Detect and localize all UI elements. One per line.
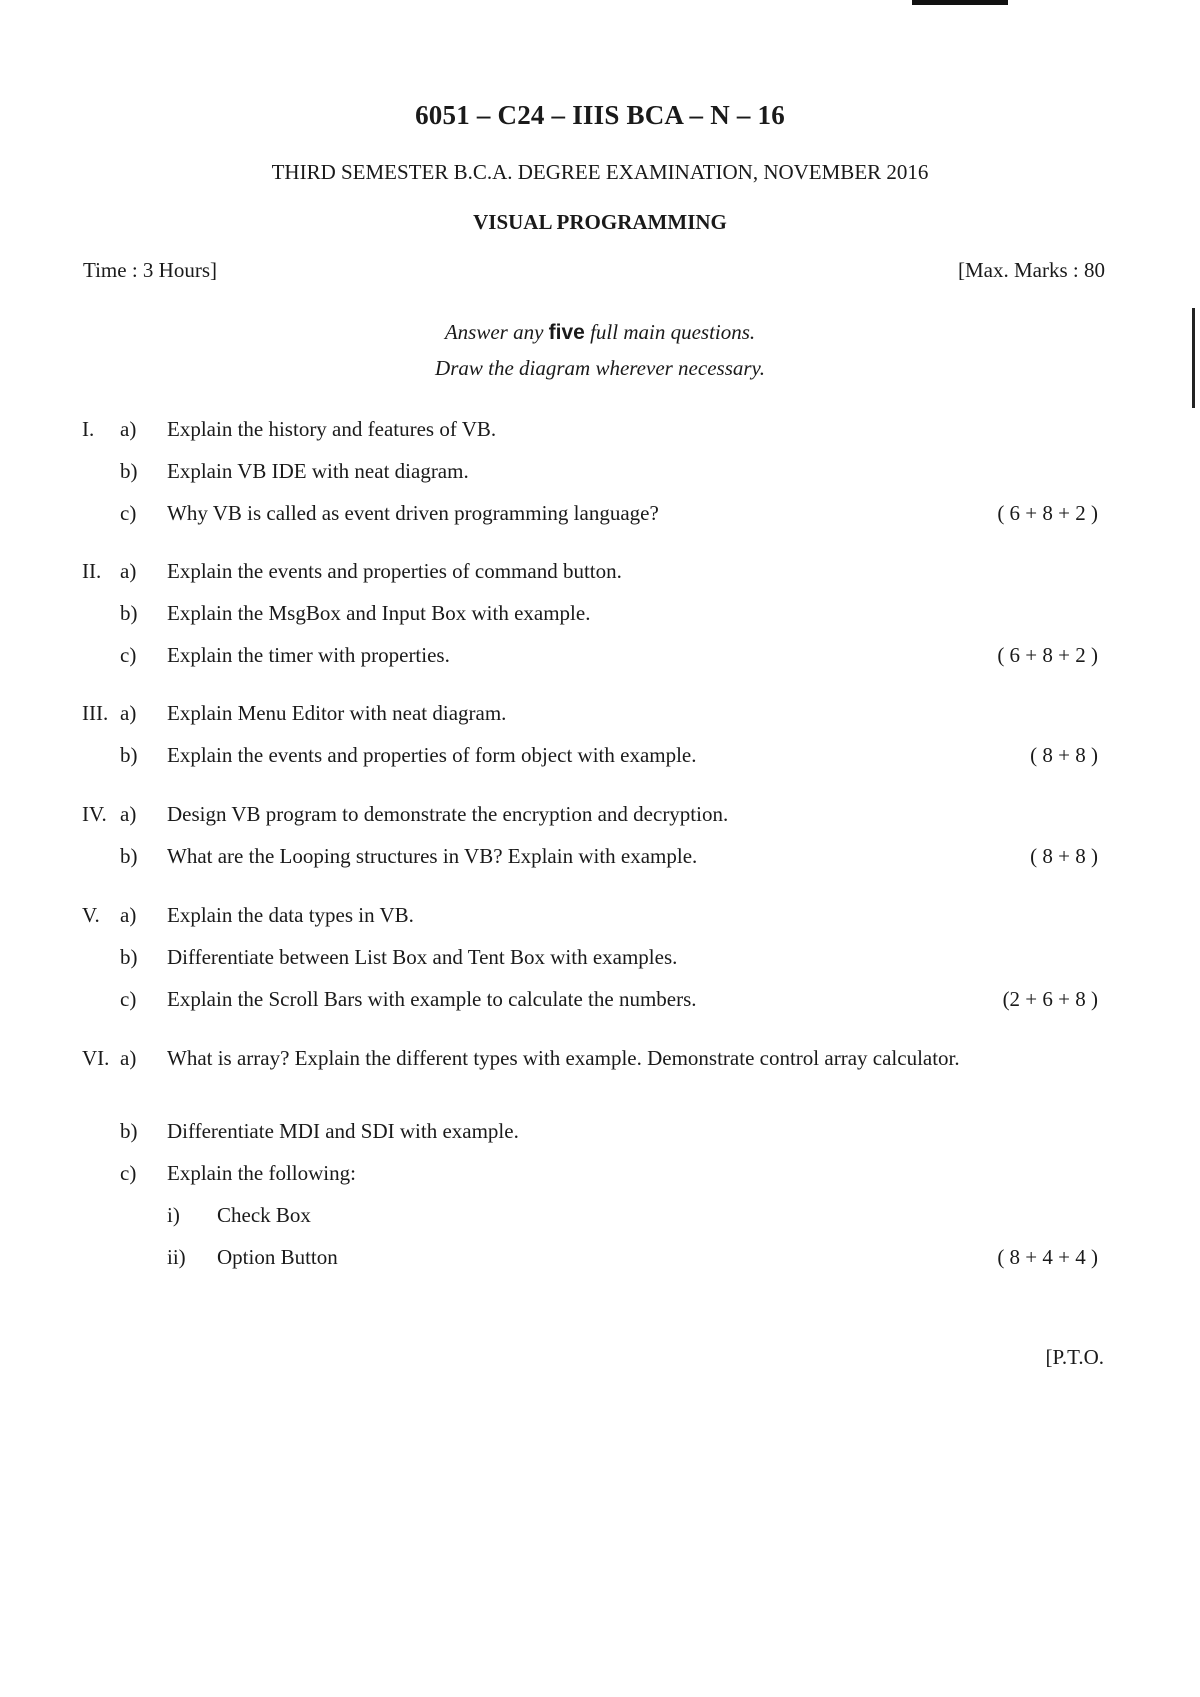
part-label: b) bbox=[120, 743, 138, 767]
instruction-post: full main questions. bbox=[590, 320, 756, 344]
question-text: Explain the timer with properties. bbox=[167, 643, 450, 667]
max-marks: [Max. Marks : 80 bbox=[958, 258, 1105, 282]
part-label: b) bbox=[120, 601, 138, 625]
part-label: c) bbox=[120, 643, 137, 667]
part-label: a) bbox=[120, 417, 137, 441]
question-text: Explain the events and properties of form object with example. bbox=[167, 743, 697, 767]
instruction-line-2: Draw the diagram wherever necessary. bbox=[435, 356, 765, 380]
instruction-bold: five bbox=[548, 321, 585, 344]
marks-split: ( 6 + 8 + 2 ) bbox=[997, 501, 1098, 525]
part-label: b) bbox=[120, 1119, 138, 1143]
question-number: II. bbox=[82, 559, 102, 583]
question-text: Explain the data types in VB. bbox=[167, 903, 414, 927]
time-allowed: Time : 3 Hours] bbox=[83, 258, 217, 282]
marks-split: (2 + 6 + 8 ) bbox=[1002, 987, 1098, 1011]
part-label: a) bbox=[120, 802, 137, 826]
part-label: b) bbox=[120, 945, 138, 969]
question-text: Explain Menu Editor with neat diagram. bbox=[167, 701, 507, 725]
part-label: b) bbox=[120, 844, 138, 868]
marks-split: ( 6 + 8 + 2 ) bbox=[997, 643, 1098, 667]
marks-split: ( 8 + 8 ) bbox=[1030, 844, 1098, 868]
part-label: a) bbox=[120, 1046, 137, 1070]
question-text: Why VB is called as event driven programming language? bbox=[167, 501, 659, 525]
question-text: Explain the following: bbox=[167, 1161, 356, 1185]
instruction-line-1 bbox=[0, 320, 1200, 345]
part-label: c) bbox=[120, 1161, 137, 1185]
part-label: a) bbox=[120, 701, 137, 725]
part-label: b) bbox=[120, 459, 138, 483]
question-number: IV. bbox=[82, 802, 107, 826]
question-number: I. bbox=[82, 417, 95, 441]
question-text: Design VB program to demonstrate the encryption and decryption. bbox=[167, 802, 729, 826]
question-text: What is array? Explain the different types with example. Demonstrate control array calculator. bbox=[167, 1046, 960, 1070]
part-label: c) bbox=[120, 987, 137, 1011]
subpart-text: Check Box bbox=[217, 1203, 311, 1227]
question-text: Explain the events and properties of command button. bbox=[167, 559, 622, 583]
question-text: Differentiate between List Box and Tent Box with examples. bbox=[167, 945, 678, 969]
subpart-label: ii) bbox=[167, 1245, 186, 1269]
part-label: a) bbox=[120, 903, 137, 927]
marks-split: ( 8 + 4 + 4 ) bbox=[997, 1245, 1098, 1269]
part-label: c) bbox=[120, 501, 137, 525]
subject-title: VISUAL PROGRAMMING bbox=[473, 210, 727, 234]
question-text: Explain VB IDE with neat diagram. bbox=[167, 459, 469, 483]
exam-title: THIRD SEMESTER B.C.A. DEGREE EXAMINATION, NOVEMBER 2016 bbox=[271, 160, 929, 184]
scan-top-mark bbox=[912, 0, 1008, 5]
question-number: VI. bbox=[82, 1046, 110, 1070]
paper-code: 6051 – C24 – IIIS BCA – N – 16 bbox=[415, 100, 785, 130]
question-number: III. bbox=[82, 701, 109, 725]
question-number: V. bbox=[82, 903, 100, 927]
subpart-text: Option Button bbox=[217, 1245, 338, 1269]
question-text: Explain the history and features of VB. bbox=[167, 417, 497, 441]
subpart-label: i) bbox=[167, 1203, 180, 1227]
question-text: Explain the Scroll Bars with example to calculate the numbers. bbox=[167, 987, 697, 1011]
marks-split: ( 8 + 8 ) bbox=[1030, 743, 1098, 767]
question-text: Explain the MsgBox and Input Box with example. bbox=[167, 601, 591, 625]
part-label: a) bbox=[120, 559, 137, 583]
page-turn-note: [P.T.O. bbox=[1045, 1345, 1104, 1369]
instruction-pre: Answer any bbox=[444, 320, 544, 344]
question-text: Differentiate MDI and SDI with example. bbox=[167, 1119, 519, 1143]
question-text: What are the Looping structures in VB? Explain with example. bbox=[167, 844, 698, 868]
